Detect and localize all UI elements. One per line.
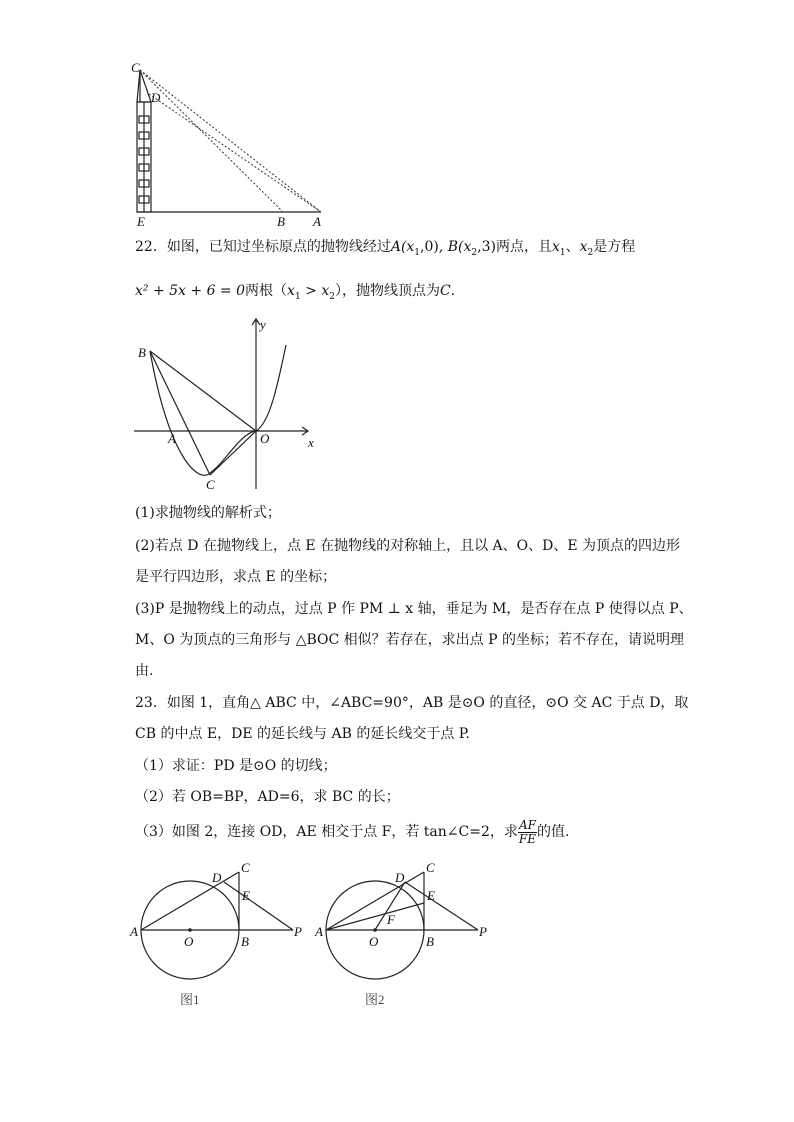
q22-line2 xyxy=(135,282,455,306)
fig2-label-C: C xyxy=(426,860,435,875)
q22-vertex: C xyxy=(439,283,451,299)
q22-equation: x² + 5x + 6 = 0 xyxy=(135,283,246,299)
q22-cond-x2-sub: 2 xyxy=(329,291,335,302)
fig2-label-A: A xyxy=(315,924,323,939)
q22-part2-line1: (2)若点 D 在抛物线上，点 E 在抛物线的对称轴上，且以 A、O、D、E 为顶点的四边形 xyxy=(135,538,681,554)
circle-figure-2 xyxy=(313,858,493,1008)
q22-point-a-sub: 1 xyxy=(414,247,421,258)
label-E: E xyxy=(137,214,145,229)
q22-text-c: 是方程 xyxy=(593,239,636,255)
q22-x2-sub: 2 xyxy=(587,247,594,258)
fig1-label-D: D xyxy=(212,870,222,885)
q22-point-a-tail: ,0), xyxy=(420,239,448,255)
q22-part3-line3: 由. xyxy=(135,663,154,679)
q22-part3-line2: M、O 为顶点的三角形与 △BOC 相似？若存在，求出点 P 的坐标；若不存在，请说明理 xyxy=(135,632,684,648)
q22-cond-x1-sub: 1 xyxy=(294,291,301,302)
q22-point-b-tail: ,3) xyxy=(477,239,496,255)
fig1-label-P: P xyxy=(294,924,302,939)
q22-point-a: A(x xyxy=(390,239,415,255)
q23-part3 xyxy=(135,817,569,847)
q22-part3-line1: (3)P 是抛物线上的动点，过点 P 作 PM ⊥ x 轴，垂足为 M，是否存在点 P 使得以点 P、 xyxy=(135,601,693,617)
fig1-label-A: A xyxy=(130,924,138,939)
fig2-label-B: B xyxy=(426,934,434,949)
q22-text-a: 如图，已知过坐标原点的抛物线经过 xyxy=(166,239,391,255)
tower-figure xyxy=(125,58,335,230)
q22-x2: x xyxy=(579,239,588,255)
fig2-label-O: O xyxy=(369,934,379,949)
q23-fraction-den: FE xyxy=(518,831,536,846)
q22-part2-line2: 是平行四边形，求点 E 的坐标； xyxy=(135,569,337,585)
label-O: O xyxy=(260,431,270,446)
label-A: A xyxy=(313,214,321,229)
q22-point-b: B(x xyxy=(447,239,472,255)
label-B: B xyxy=(277,214,285,229)
label-C: C xyxy=(206,477,215,491)
q23-line1: 23．如图 1，直角△ ABC 中，∠ABC=90°，AB 是⊙O 的直径，⊙O 交 AC 于点 D，取 xyxy=(135,695,689,711)
q22-cond-x1: x xyxy=(287,283,295,299)
q23-part1: （1）求证：PD 是⊙O 的切线； xyxy=(135,758,337,774)
fig1-label-E: E xyxy=(242,888,250,903)
q22-part1: (1)求抛物线的解析式； xyxy=(135,505,281,521)
label-A: A xyxy=(168,431,176,446)
label-B: B xyxy=(138,345,146,360)
q22-line1 xyxy=(135,238,635,262)
q22-sep: 、 xyxy=(565,239,580,255)
q23-part2: （2）若 OB=BP，AD=6，求 BC 的长； xyxy=(135,789,400,805)
q22-text-b: 两点，且 xyxy=(495,239,552,255)
q22-text-e: ），抛物线顶点为 xyxy=(334,283,440,299)
q22-number: 22． xyxy=(135,239,167,255)
fig2-label-E: E xyxy=(427,888,435,903)
q22-text-d: 两根（ xyxy=(245,283,288,299)
q23-part3-text: （3）如图 2，连接 OD，AE 相交于点 F，若 tan∠C=2，求 xyxy=(135,824,518,840)
fig2-caption: 图2 xyxy=(365,992,385,1007)
fig2-label-P: P xyxy=(479,924,487,939)
q22-cond-gt: > xyxy=(300,283,322,299)
label-D: D xyxy=(151,90,161,105)
label-x: x xyxy=(308,435,314,450)
q22-point-b-sub: 2 xyxy=(471,247,478,258)
fig1-label-B: B xyxy=(241,934,249,949)
circle-figure-1 xyxy=(128,858,308,1008)
q23-part3-tail: 的值. xyxy=(536,824,570,840)
parabola-figure xyxy=(130,313,330,491)
q22-x1-sub: 1 xyxy=(559,247,566,258)
q22-text-f: . xyxy=(450,283,456,299)
q22-cond-x2: x xyxy=(321,283,330,299)
fig2-label-D: D xyxy=(395,870,405,885)
q22-x1: x xyxy=(551,239,560,255)
q23-fraction xyxy=(518,819,537,846)
q23-line2: CB 的中点 E，DE 的延长线与 AB 的延长线交于点 P. xyxy=(135,726,470,742)
fig1-label-C: C xyxy=(241,860,250,875)
label-y: y xyxy=(260,317,266,332)
fig2-label-F: F xyxy=(387,912,395,927)
fig1-caption: 图1 xyxy=(180,992,200,1007)
q23-fraction-num: AF xyxy=(518,817,536,832)
label-C: C xyxy=(131,60,140,75)
fig1-label-O: O xyxy=(184,934,194,949)
